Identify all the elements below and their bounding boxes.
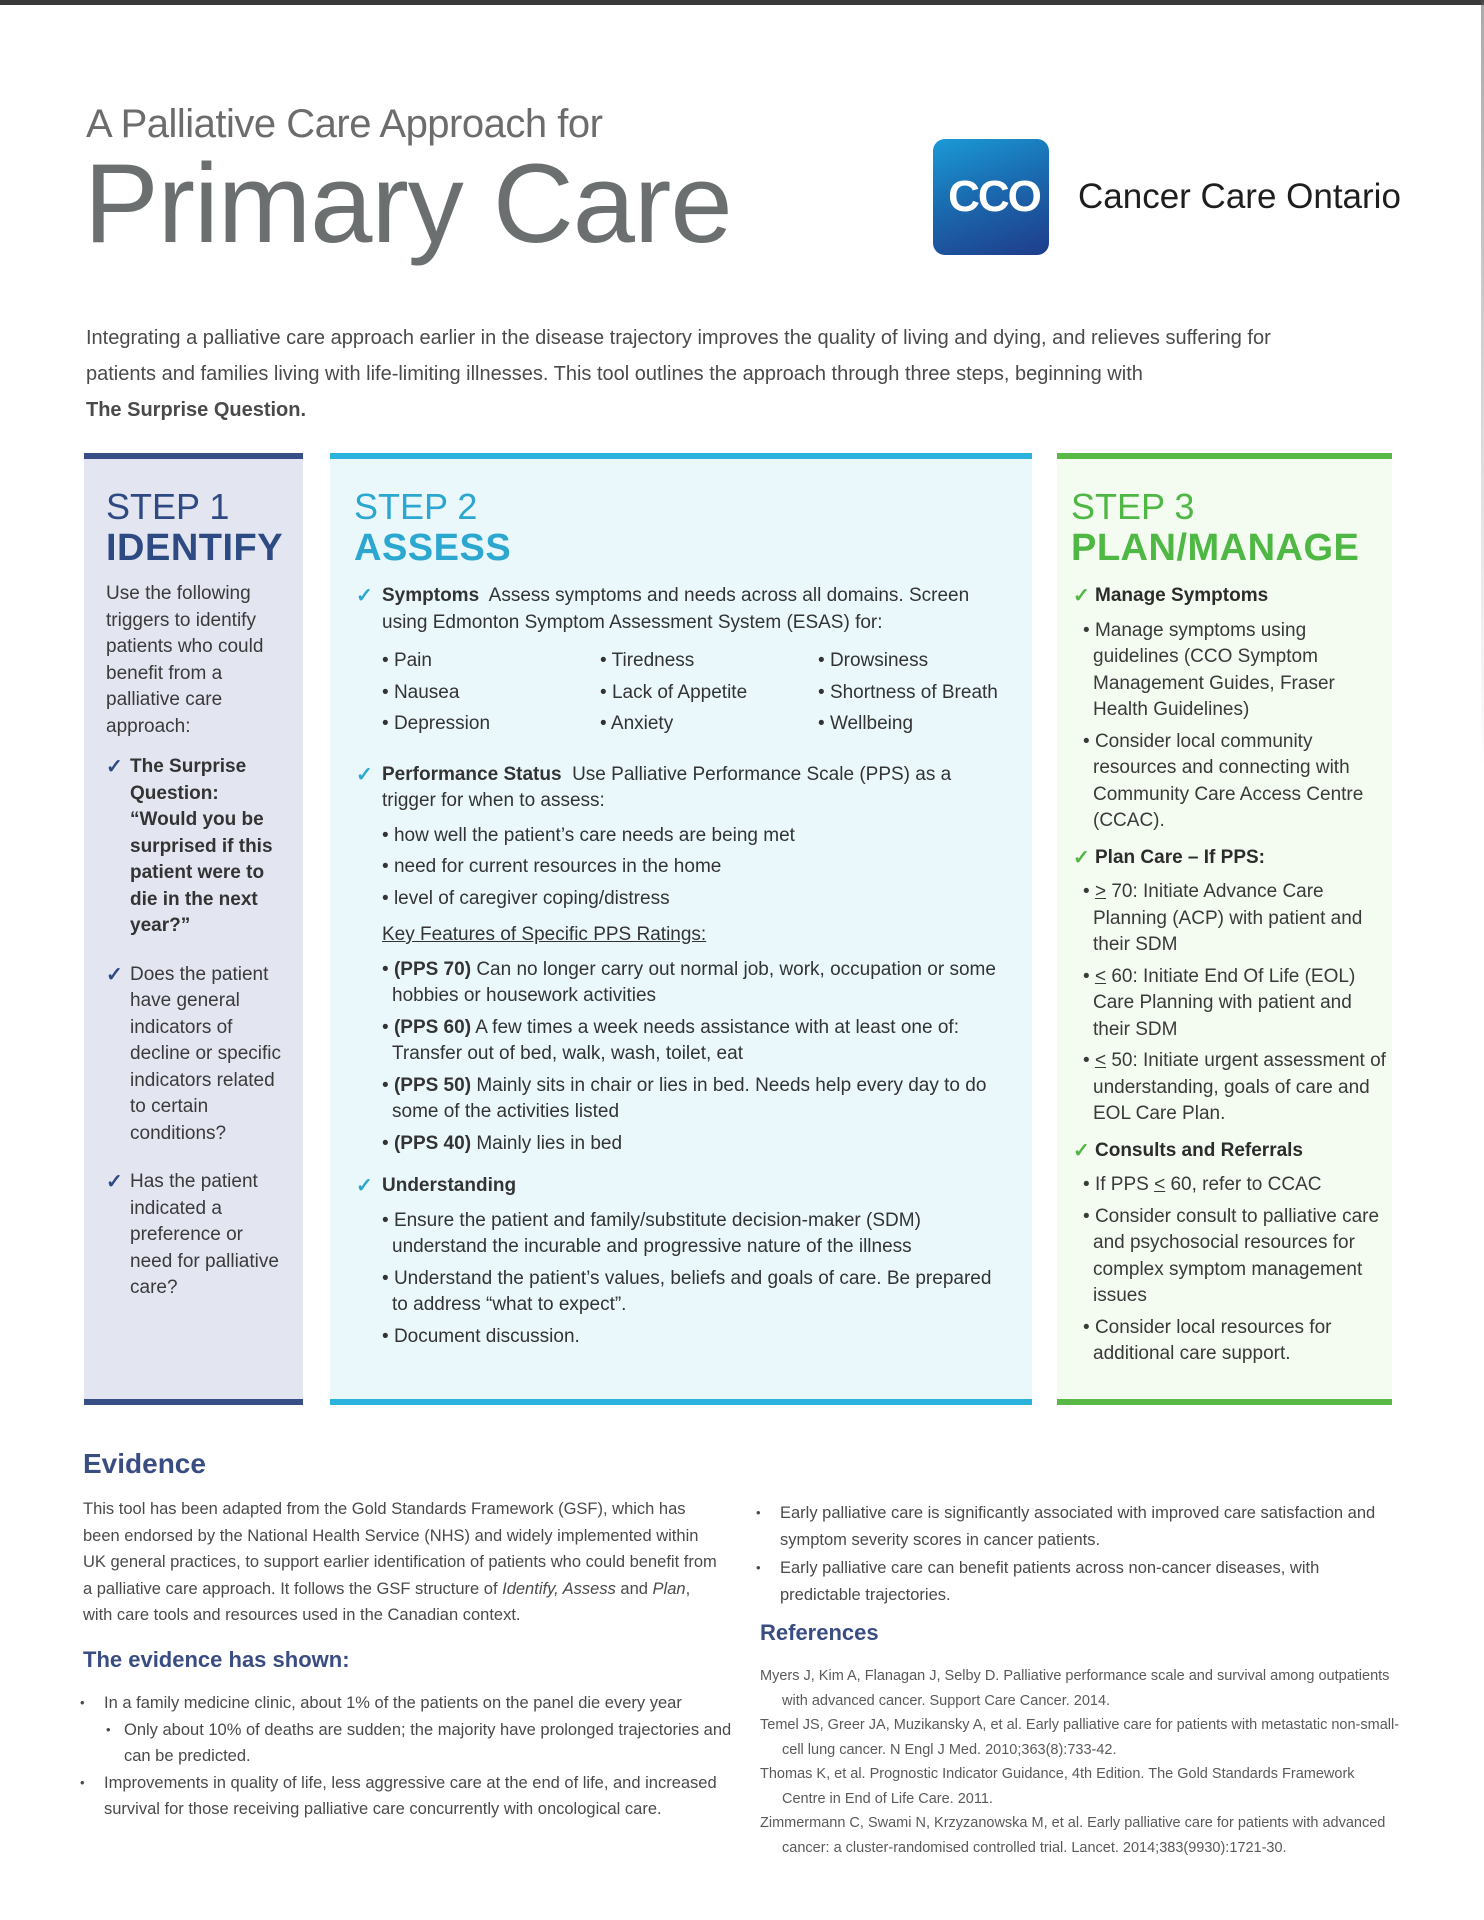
step3-number: STEP 3: [1071, 486, 1195, 527]
list-item: • < 60: Initiate End Of Life (EOL) Care Planning with patient and their SDM: [1083, 965, 1356, 1040]
symptom-item: • Anxiety: [600, 713, 674, 734]
step3-name: PLAN/MANAGE: [1071, 527, 1360, 569]
performance-text: Use Palliative Performance Scale (PPS) as a trigger for when to assess:: [382, 763, 952, 811]
list-item: • Consider local community resources and connecting with Community Care Access Centre (CCAC).: [1083, 730, 1364, 831]
understanding-list: [382, 1208, 1008, 1351]
performance-section: [354, 762, 1008, 1158]
list-item: • Manage symptoms using guidelines (CCO Symptom Management Guides, Fraser Health Guidelines): [1083, 619, 1335, 720]
step1-top-bar: [84, 453, 303, 459]
list-item: • Consider local resources for additional care support.: [1083, 1316, 1332, 1364]
symptoms-section: [354, 583, 1008, 738]
symptoms-title: Symptoms: [382, 585, 480, 606]
references-heading: References: [760, 1620, 879, 1645]
evidence-shown-list: [76, 1690, 736, 1823]
pps-rating-item: • (PPS 60) A few times a week needs assistance with at least one of: Transfer out of bed, walk, wash, toilet, eat: [382, 1016, 959, 1064]
manage-symptoms-title: Manage Symptoms: [1095, 585, 1269, 606]
list-item: • how well the patient’s care needs are being met: [382, 824, 795, 846]
symptom-item: • Tiredness: [600, 650, 695, 671]
list-item: • If PPS < 60, refer to CCAC: [1083, 1174, 1322, 1195]
scan-edge: [0, 0, 1484, 5]
consults-list: [1071, 1172, 1386, 1368]
pps-rating-item: • (PPS 70) Can no longer carry out normal job, work, occupation or some hobbies or housework activities: [382, 958, 996, 1006]
step1-lead: Use the following triggers to identify patients who could benefit from a palliative care approach:: [106, 583, 264, 737]
step2-name: ASSESS: [354, 527, 512, 569]
list-item: • In a family medicine clinic, about 1% of the patients on the panel die every year: [76, 1690, 736, 1717]
step3-top-bar: [1057, 453, 1392, 459]
list-item: • Document discussion.: [382, 1325, 580, 1347]
manage-symptoms-section: [1071, 583, 1386, 610]
symptom-item: • Shortness of Breath: [818, 681, 998, 703]
plan-care-section: [1071, 845, 1386, 872]
pps-key-heading: Key Features of Specific PPS Ratings:: [382, 924, 707, 945]
check-icon: ✓: [356, 585, 373, 607]
intro-bold: The Surprise Question.: [86, 399, 307, 421]
performance-title: Performance Status: [382, 763, 562, 785]
check-icon: ✓: [356, 1175, 373, 1197]
step1-name: IDENTIFY: [106, 527, 284, 569]
pps-ratings-list: [382, 957, 1008, 1158]
list-item: • > 70: Initiate Advance Care Planning (ACP) with patient and their SDM: [1083, 881, 1363, 955]
understanding-title: Understanding: [382, 1175, 517, 1196]
step1-item-indicators: ✓ Does the patient have general indicators of decline or specific indicators related to certain conditions?: [106, 963, 282, 1144]
check-icon: ✓: [106, 756, 123, 778]
consults-section: [1071, 1138, 1386, 1165]
step1-number: STEP 1: [106, 486, 230, 527]
symptoms-text: Assess symptoms and needs across all domains. Screen using Edmonton Symptom Assessment System (ESAS) for:: [382, 585, 970, 633]
list-item: • < 50: Initiate urgent assessment of understanding, goals of care and EOL Care Plan.: [1083, 1050, 1386, 1124]
list-item: • Only about 10% of deaths are sudden; the majority have prolonged trajectories and can be predicted.: [76, 1717, 736, 1770]
pretitle: A Palliative Care Approach for: [86, 102, 603, 146]
list-item: • Early palliative care is significantly associated with improved care satisfaction and symptom severity scores in cancer patients.: [752, 1500, 1392, 1553]
performance-list: [382, 823, 1008, 913]
reference-item: Myers J, Kim A, Flanagan J, Selby D. Palliative performance scale and survival among outpatients with advanced cancer. Support Care Cancer. 2014.: [760, 1668, 1390, 1709]
plan-care-list: [1071, 879, 1386, 1128]
intro-text: Integrating a palliative care approach earlier in the disease trajectory improves the quality of living and dying, and relieves suffering for patients and families living with life-limiting illnesses. This tool outlines the approach through three steps, beginning with: [86, 327, 1271, 385]
evidence-right-list: [752, 1500, 1392, 1610]
manage-symptoms-list: [1071, 618, 1386, 835]
step1-item-preference: ✓ Has the patient indicated a preference or need for palliative care?: [106, 1171, 279, 1298]
check-icon: ✓: [106, 963, 123, 986]
pps-rating-item: • (PPS 50) Mainly sits in chair or lies in bed. Needs help every day to do some of the activities listed: [382, 1074, 987, 1122]
symptom-item: • Depression: [382, 713, 491, 734]
evidence-shown-heading: The evidence has shown:: [83, 1647, 350, 1672]
esas-symptom-list: [382, 648, 1008, 738]
reference-item: Zimmermann C, Swami N, Krzyzanowska M, et al. Early palliative care for patients with advanced cancer: a cluster-randomised controlled trial. Lancet. 2014;383(9930):1721-30.: [760, 1815, 1386, 1856]
symptom-item: • Wellbeing: [818, 713, 914, 734]
step2-number: STEP 2: [354, 486, 478, 527]
symptom-item: • Drowsiness: [818, 650, 929, 671]
step1-bottom-bar: [84, 1399, 303, 1405]
page-title: Primary Care: [84, 141, 732, 266]
cco-logo: [933, 139, 1049, 255]
symptom-item: • Lack of Appetite: [600, 681, 748, 703]
evidence-body: This tool has been adapted from the Gold Standards Framework (GSF), which has been endorsed by the National Health Service (NHS) and widely implemented within UK general practices, to support earlier identification of patients who could benefit from a palliative care approach. It follows the GSF structure of Identify, Assess and Plan, with care tools and resources used in the Canadian context.: [83, 1500, 717, 1624]
check-icon: ✓: [106, 1171, 123, 1193]
reference-item: Temel JS, Greer JA, Muzikansky A, et al. Early palliative care for patients with metastatic non-small-cell lung cancer. N Engl J Med. 2010;363(8):733-42.: [760, 1717, 1400, 1758]
references-list: [760, 1664, 1400, 1860]
symptom-item: • Nausea: [382, 681, 460, 703]
symptom-item: • Pain: [382, 650, 432, 671]
consults-title: Consults and Referrals: [1095, 1139, 1303, 1161]
check-icon: ✓: [356, 763, 373, 786]
step2-bottom-bar: [330, 1399, 1032, 1405]
list-item: • Ensure the patient and family/substitute decision-maker (SDM) understand the incurable and progressive nature of the illness: [382, 1209, 921, 1257]
step1-panel: [84, 453, 303, 1405]
step2-top-bar: [330, 453, 1032, 459]
step1-item-surprise-question: ✓ The Surprise Question: “Would you be surprised if this patient were to die in the next year?”: [106, 756, 273, 936]
list-item: • Consider consult to palliative care and psychosocial resources for complex symptom management issues: [1083, 1205, 1380, 1306]
list-item: • Early palliative care can benefit patients across non-cancer diseases, with predictable trajectories.: [752, 1555, 1392, 1608]
pps-rating-item: • (PPS 40) Mainly lies in bed: [382, 1132, 623, 1154]
check-icon: ✓: [1073, 1139, 1090, 1162]
step3-bottom-bar: [1057, 1399, 1392, 1405]
step3-panel: [1057, 453, 1392, 1405]
plan-care-title: Plan Care – If PPS:: [1095, 846, 1266, 868]
list-item: • Improvements in quality of life, less aggressive care at the end of life, and increased survival for those receiving palliative care concurrently with oncological care.: [76, 1770, 736, 1823]
org-name: Cancer Care Ontario: [1078, 177, 1401, 216]
intro-paragraph: [86, 320, 1346, 428]
step2-panel: [330, 453, 1032, 1405]
list-item: • level of caregiver coping/distress: [382, 887, 670, 909]
reference-item: Thomas K, et al. Prognostic Indicator Guidance, 4th Edition. The Gold Standards Framework Centre in End of Life Care. 2011.: [760, 1766, 1355, 1807]
list-item: • need for current resources in the home: [382, 856, 722, 877]
understanding-section: [354, 1173, 1008, 1350]
evidence-heading: Evidence: [83, 1448, 206, 1479]
check-icon: ✓: [1073, 846, 1090, 869]
check-icon: ✓: [1073, 585, 1090, 607]
logo-text: CCO: [948, 172, 1040, 221]
list-item: • Understand the patient’s values, beliefs and goals of care. Be prepared to address “what to expect”.: [382, 1267, 992, 1315]
